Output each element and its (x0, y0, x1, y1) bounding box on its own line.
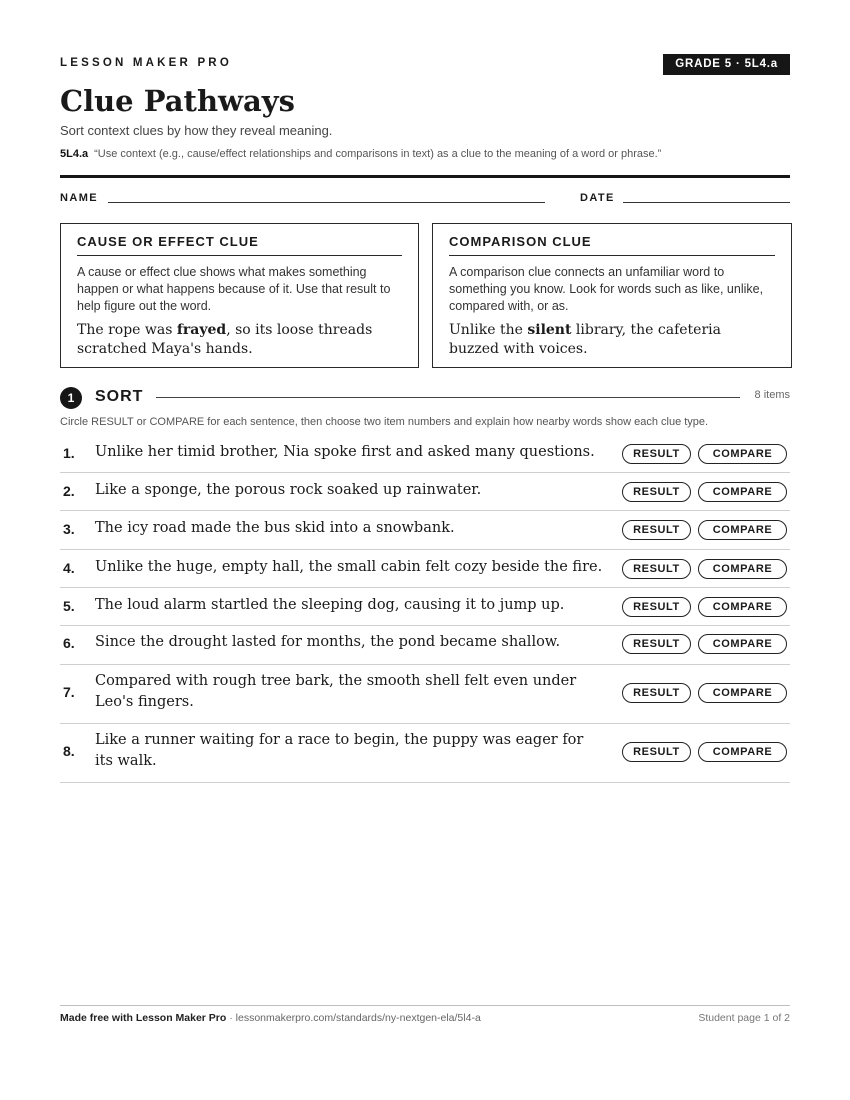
list-item (60, 435, 790, 473)
list-item (60, 665, 790, 724)
compare-button[interactable]: COMPARE (698, 559, 787, 579)
item-number: 8. (63, 743, 75, 759)
example-target-word: silent (527, 322, 572, 338)
compare-button[interactable]: COMPARE (698, 634, 787, 654)
grade-badge: GRADE 5 · 5L4.a (663, 54, 790, 75)
name-label: NAME (60, 192, 98, 204)
result-button[interactable]: RESULT (622, 444, 691, 464)
list-item (60, 588, 790, 626)
sort-item-list (60, 435, 790, 783)
item-choices (622, 559, 788, 581)
footer-made-by: Made free with Lesson Maker Pro (60, 1012, 227, 1024)
worksheet-page (60, 0, 790, 1100)
result-button[interactable]: RESULT (622, 559, 691, 579)
item-count: 8 items (754, 389, 790, 401)
compare-button[interactable]: COMPARE (698, 683, 787, 703)
item-sentence: Since the drought lasted for months, the pond became shallow. (95, 634, 561, 650)
header-divider (60, 175, 790, 178)
compare-button[interactable]: COMPARE (698, 742, 787, 762)
page-subtitle: Sort context clues by how they reveal meaning. (60, 123, 333, 138)
item-number: 6. (63, 635, 75, 651)
result-button[interactable]: RESULT (622, 520, 691, 540)
section-title: SORT (95, 388, 144, 405)
clue-box-description: A cause or effect clue shows what makes something happen or what happens because of it. Use that result to help figure out the word. (77, 265, 391, 313)
footer-divider (60, 1005, 790, 1006)
item-sentence: Unlike her timid brother, Nia spoke first and asked many questions. (95, 444, 595, 460)
list-item (60, 626, 790, 665)
clue-box-heading: COMPARISON CLUE (449, 234, 775, 256)
item-choices (622, 597, 788, 619)
list-item (60, 724, 790, 783)
name-date-row (60, 191, 790, 207)
clue-box-example: The rope was frayed, so its loose threads scratched Maya's hands. (77, 322, 373, 357)
clue-box-heading: CAUSE OR EFFECT CLUE (77, 234, 402, 256)
sort-section-header (60, 386, 790, 408)
section-number-badge: 1 (60, 387, 82, 409)
example-target-word: frayed (176, 322, 227, 338)
clue-box-description: A comparison clue connects an unfamiliar word to something you know. Look for words such as like, unlike, compared with, or as. (449, 265, 764, 313)
compare-button[interactable]: COMPARE (698, 520, 787, 540)
item-choices (622, 683, 788, 705)
compare-button[interactable]: COMPARE (698, 482, 787, 502)
date-field[interactable] (623, 202, 790, 203)
section-instructions: Circle RESULT or COMPARE for each sentence, then choose two item numbers and explain how nearby words show each clue type. (60, 416, 709, 428)
result-button[interactable]: RESULT (622, 683, 691, 703)
item-number: 3. (63, 521, 75, 537)
item-sentence: Compared with rough tree bark, the smooth shell felt even under Leo's fingers. (95, 673, 577, 710)
item-number: 1. (63, 445, 75, 461)
item-choices (622, 444, 788, 466)
comparison-clue-box (432, 223, 792, 368)
item-choices (622, 634, 788, 656)
item-number: 7. (63, 684, 75, 700)
result-button[interactable]: RESULT (622, 742, 691, 762)
item-number: 4. (63, 560, 75, 576)
clue-box-example: Unlike the silent library, the cafeteria buzzed with voices. (449, 322, 721, 357)
compare-button[interactable]: COMPARE (698, 444, 787, 464)
date-label: DATE (580, 192, 615, 204)
list-item (60, 550, 790, 588)
item-choices (622, 482, 788, 504)
item-sentence: Unlike the huge, empty hall, the small cabin felt cozy beside the fire. (95, 559, 603, 575)
brand-name: LESSON MAKER PRO (60, 57, 232, 69)
item-sentence: Like a sponge, the porous rock soaked up rainwater. (95, 482, 482, 498)
item-sentence: The icy road made the bus skid into a snowbank. (95, 520, 455, 536)
list-item (60, 473, 790, 511)
item-number: 2. (63, 483, 75, 499)
item-sentence: The loud alarm startled the sleeping dog, causing it to jump up. (95, 597, 565, 613)
standard-code: 5L4.a (60, 148, 89, 160)
compare-button[interactable]: COMPARE (698, 597, 787, 617)
page-title: Clue Pathways (60, 84, 295, 118)
result-button[interactable]: RESULT (622, 597, 691, 617)
item-number: 5. (63, 598, 75, 614)
item-choices (622, 742, 788, 764)
footer-url: lessonmakerpro.com/standards/ny-nextgen-ela/5l4-a (235, 1012, 481, 1024)
result-button[interactable]: RESULT (622, 634, 691, 654)
footer-page-number: Student page 1 of 2 (698, 1012, 790, 1024)
section-divider (156, 397, 740, 398)
name-field[interactable] (108, 202, 545, 203)
item-sentence: Like a runner waiting for a race to begin, the puppy was eager for its walk. (95, 732, 584, 769)
result-button[interactable]: RESULT (622, 482, 691, 502)
item-choices (622, 520, 788, 542)
standard-text: “Use context (e.g., cause/effect relationships and comparisons in text) as a clue to the meaning of a word or phrase.” (94, 148, 662, 160)
standard-line (60, 148, 661, 160)
cause-effect-clue-box (60, 223, 419, 368)
list-item (60, 511, 790, 550)
footer-credit: Made free with Lesson Maker Pro · lessonmakerpro.com/standards/ny-nextgen-ela/5l4-a (60, 1012, 481, 1024)
